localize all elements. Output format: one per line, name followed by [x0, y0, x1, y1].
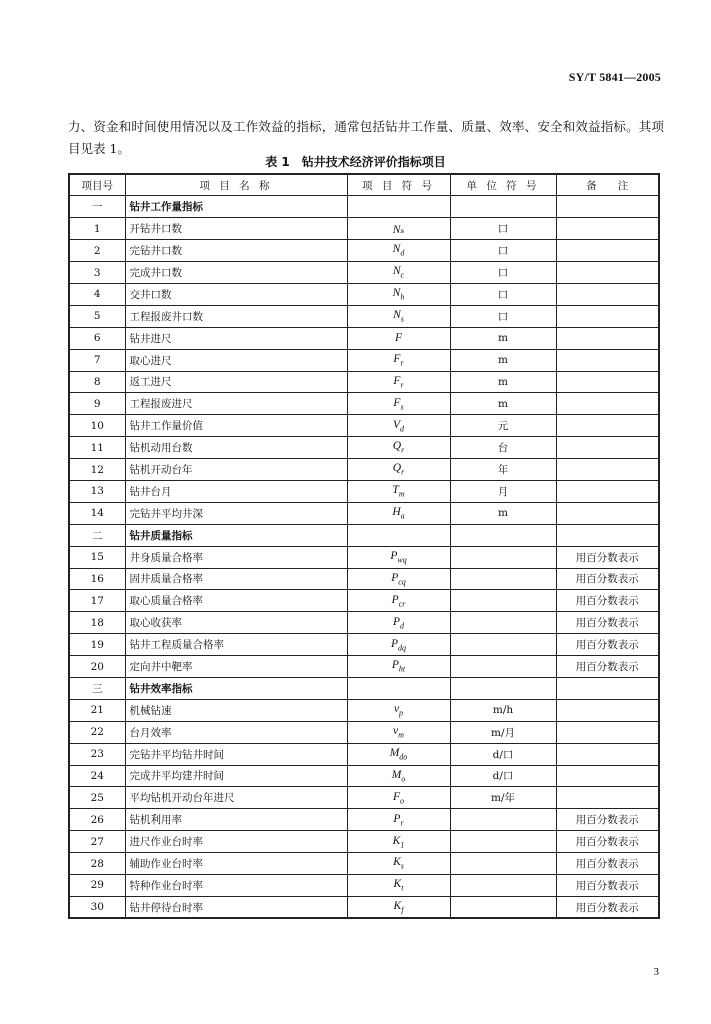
item-name-cell: 井身质量合格率 [125, 546, 347, 568]
remark-cell: 用百分数表示 [556, 612, 659, 634]
item-symbol-cell: $K_t$ [347, 875, 450, 897]
item-name-cell: 钻井工作量价值 [125, 415, 347, 437]
section-row [69, 677, 659, 699]
table-row [69, 612, 659, 634]
item-number-cell: 19 [69, 634, 125, 656]
item-number-cell: 12 [69, 459, 125, 481]
item-symbol-cell: $K_1$ [347, 831, 450, 853]
intro-paragraph: 力、资金和时间使用情况以及工作效益的指标，通常包括钻井工作量、质量、效率、安全和效益指标。其项目见表 1。 [68, 118, 664, 156]
remark-cell [556, 305, 659, 327]
item-name-cell: 固井质量合格率 [125, 568, 347, 590]
item-name-cell: 平均钻机开动台年进尺 [125, 787, 347, 809]
item-number-cell: 4 [69, 283, 125, 305]
unit-symbol-cell: m [450, 502, 556, 524]
item-name-cell: 工程报废井口数 [125, 305, 347, 327]
header-remarks: 备 注 [556, 174, 659, 196]
remark-cell [556, 283, 659, 305]
item-symbol-cell: $H_a$ [347, 502, 450, 524]
item-symbol-cell: Nₛ [347, 218, 450, 240]
item-symbol-cell: $P_{dq}$ [347, 634, 450, 656]
table-title: 表 1 钻井技术经济评价指标项目 [265, 155, 446, 169]
remark-cell [556, 721, 659, 743]
remark-cell [556, 765, 659, 787]
unit-symbol-cell: 口 [450, 240, 556, 262]
unit-symbol-cell [450, 524, 556, 546]
unit-symbol-cell: 口 [450, 305, 556, 327]
item-number-cell: 8 [69, 371, 125, 393]
item-number-cell: 26 [69, 809, 125, 831]
remark-cell [556, 437, 659, 459]
unit-symbol-cell [450, 809, 556, 831]
remark-cell: 用百分数表示 [556, 853, 659, 875]
item-number-cell: 10 [69, 415, 125, 437]
unit-symbol-cell [450, 568, 556, 590]
remark-cell [556, 480, 659, 502]
item-number-cell: 27 [69, 831, 125, 853]
item-number-cell: 18 [69, 612, 125, 634]
remark-cell: 用百分数表示 [556, 590, 659, 612]
item-number-cell: 一 [69, 196, 125, 218]
item-name-cell: 完钻井口数 [125, 240, 347, 262]
item-symbol-cell: $V_d$ [347, 415, 450, 437]
item-symbol-cell: $v_p$ [347, 699, 450, 721]
remark-cell: 用百分数表示 [556, 809, 659, 831]
remark-cell [556, 699, 659, 721]
table-row [69, 875, 659, 897]
item-number-cell: 二 [69, 524, 125, 546]
table-row [69, 743, 659, 765]
item-number-cell: 16 [69, 568, 125, 590]
item-number-cell: 1 [69, 218, 125, 240]
table-row [69, 568, 659, 590]
item-name-cell: 特种作业台时率 [125, 875, 347, 897]
item-symbol-cell: $F_r$ [347, 371, 450, 393]
table-row [69, 240, 659, 262]
item-name-cell: 取心收获率 [125, 612, 347, 634]
unit-symbol-cell: m [450, 327, 556, 349]
item-name-cell: 钻机利用率 [125, 809, 347, 831]
unit-symbol-cell [450, 875, 556, 897]
item-symbol-cell: $N_h$ [347, 283, 450, 305]
item-symbol-cell: $P_r$ [347, 809, 450, 831]
table-row [69, 634, 659, 656]
item-name-cell: 钻井质量指标 [125, 524, 347, 546]
header-item-name: 项 目 名 称 [125, 174, 347, 196]
unit-symbol-cell [450, 896, 556, 918]
table-row [69, 787, 659, 809]
remark-cell: 用百分数表示 [556, 546, 659, 568]
item-symbol-cell [347, 524, 450, 546]
table-row [69, 262, 659, 284]
item-number-cell: 25 [69, 787, 125, 809]
unit-symbol-cell: 台 [450, 437, 556, 459]
item-name-cell: 机械钻速 [125, 699, 347, 721]
item-name-cell: 工程报废进尺 [125, 393, 347, 415]
table-row [69, 480, 659, 502]
item-name-cell: 取心进尺 [125, 349, 347, 371]
unit-symbol-cell [450, 546, 556, 568]
table-row [69, 327, 659, 349]
item-symbol-cell: $v_m$ [347, 721, 450, 743]
remark-cell [556, 415, 659, 437]
item-symbol-cell: $P_{cr}$ [347, 590, 450, 612]
item-name-cell: 台月效率 [125, 721, 347, 743]
item-name-cell: 开钻井口数 [125, 218, 347, 240]
table-row [69, 656, 659, 678]
item-name-cell: 钻井工作量指标 [125, 196, 347, 218]
remark-cell: 用百分数表示 [556, 875, 659, 897]
unit-symbol-cell: 口 [450, 283, 556, 305]
remark-cell: 用百分数表示 [556, 568, 659, 590]
item-symbol-cell: $F_o$ [347, 787, 450, 809]
item-symbol-cell: $P_d$ [347, 612, 450, 634]
item-name-cell: 取心质量合格率 [125, 590, 347, 612]
item-symbol-cell: $Q_r$ [347, 459, 450, 481]
unit-symbol-cell [450, 634, 556, 656]
remark-cell [556, 262, 659, 284]
item-name-cell: 完钻井平均钻井时间 [125, 743, 347, 765]
item-symbol-cell: $Q_r$ [347, 437, 450, 459]
unit-symbol-cell: m/月 [450, 721, 556, 743]
table-row [69, 415, 659, 437]
item-number-cell: 21 [69, 699, 125, 721]
item-number-cell: 6 [69, 327, 125, 349]
item-number-cell: 23 [69, 743, 125, 765]
item-name-cell: 钻井效率指标 [125, 677, 347, 699]
standard-code: SY/T 5841—2005 [568, 70, 661, 84]
item-number-cell: 3 [69, 262, 125, 284]
unit-symbol-cell: m/h [450, 699, 556, 721]
remark-cell [556, 240, 659, 262]
unit-symbol-cell [450, 612, 556, 634]
item-symbol-cell: $T_m$ [347, 480, 450, 502]
table-row [69, 218, 659, 240]
item-number-cell: 三 [69, 677, 125, 699]
item-number-cell: 11 [69, 437, 125, 459]
item-symbol-cell: $M_o$ [347, 765, 450, 787]
unit-symbol-cell: 月 [450, 480, 556, 502]
table-row [69, 721, 659, 743]
remark-cell [556, 196, 659, 218]
item-name-cell: 钻机动用台数 [125, 437, 347, 459]
unit-symbol-cell [450, 677, 556, 699]
remark-cell [556, 218, 659, 240]
item-number-cell: 13 [69, 480, 125, 502]
item-number-cell: 5 [69, 305, 125, 327]
item-name-cell: 钻井台月 [125, 480, 347, 502]
table-row [69, 437, 659, 459]
unit-symbol-cell: 年 [450, 459, 556, 481]
item-number-cell: 9 [69, 393, 125, 415]
remark-cell [556, 743, 659, 765]
unit-symbol-cell [450, 196, 556, 218]
unit-symbol-cell: 元 [450, 415, 556, 437]
unit-symbol-cell: m [450, 371, 556, 393]
remark-cell: 用百分数表示 [556, 831, 659, 853]
item-symbol-cell: $N_s$ [347, 305, 450, 327]
item-number-cell: 2 [69, 240, 125, 262]
item-symbol-cell: $P_{wq}$ [347, 546, 450, 568]
item-number-cell: 28 [69, 853, 125, 875]
table-row [69, 283, 659, 305]
table-row [69, 896, 659, 918]
unit-symbol-cell [450, 831, 556, 853]
remark-cell: 用百分数表示 [556, 634, 659, 656]
table-row [69, 831, 659, 853]
item-name-cell: 辅助作业台时率 [125, 853, 347, 875]
unit-symbol-cell: d/口 [450, 743, 556, 765]
table-row [69, 305, 659, 327]
remark-cell [556, 349, 659, 371]
table-row [69, 349, 659, 371]
item-number-cell: 20 [69, 656, 125, 678]
item-symbol-cell [347, 196, 450, 218]
table-row [69, 371, 659, 393]
table-row [69, 459, 659, 481]
item-number-cell: 22 [69, 721, 125, 743]
remark-cell [556, 524, 659, 546]
item-number-cell: 15 [69, 546, 125, 568]
table-row [69, 699, 659, 721]
item-name-cell: 完成井平均建井时间 [125, 765, 347, 787]
item-symbol-cell: $P_{cq}$ [347, 568, 450, 590]
remark-cell [556, 787, 659, 809]
item-symbol-cell: $N_c$ [347, 262, 450, 284]
item-number-cell: 7 [69, 349, 125, 371]
header-item-no: 项目号 [69, 174, 125, 196]
item-number-cell: 14 [69, 502, 125, 524]
item-name-cell: 完成井口数 [125, 262, 347, 284]
page-number: 3 [653, 966, 659, 978]
item-number-cell: 30 [69, 896, 125, 918]
remark-cell [556, 677, 659, 699]
unit-symbol-cell: m/年 [450, 787, 556, 809]
section-row [69, 524, 659, 546]
remark-cell: 用百分数表示 [556, 656, 659, 678]
unit-symbol-cell [450, 590, 556, 612]
table-row [69, 546, 659, 568]
remark-cell [556, 502, 659, 524]
item-symbol-cell: F [347, 327, 450, 349]
item-symbol-cell: $N_d$ [347, 240, 450, 262]
item-symbol-cell: $F_s$ [347, 393, 450, 415]
item-symbol-cell: $K_f$ [347, 896, 450, 918]
table-row [69, 590, 659, 612]
unit-symbol-cell [450, 656, 556, 678]
remark-cell: 用百分数表示 [556, 896, 659, 918]
item-name-cell: 定向井中靶率 [125, 656, 347, 678]
item-number-cell: 29 [69, 875, 125, 897]
table-row [69, 502, 659, 524]
remark-cell [556, 459, 659, 481]
unit-symbol-cell: 口 [450, 262, 556, 284]
table-row [69, 809, 659, 831]
remark-cell [556, 393, 659, 415]
item-symbol-cell [347, 677, 450, 699]
table-row [69, 853, 659, 875]
table-row [69, 393, 659, 415]
remark-cell [556, 327, 659, 349]
header-item-symbol: 项 目 符 号 [347, 174, 450, 196]
item-name-cell: 进尺作业台时率 [125, 831, 347, 853]
table-row [69, 765, 659, 787]
unit-symbol-cell: m [450, 349, 556, 371]
unit-symbol-cell [450, 853, 556, 875]
remark-cell [556, 371, 659, 393]
item-number-cell: 24 [69, 765, 125, 787]
item-name-cell: 返工进尺 [125, 371, 347, 393]
item-name-cell: 钻井停待台时率 [125, 896, 347, 918]
section-row [69, 196, 659, 218]
item-number-cell: 17 [69, 590, 125, 612]
item-symbol-cell: $P_{ht}$ [347, 656, 450, 678]
item-name-cell: 钻井进尺 [125, 327, 347, 349]
unit-symbol-cell: m [450, 393, 556, 415]
indicator-table [68, 173, 660, 919]
unit-symbol-cell: 口 [450, 218, 556, 240]
table-header-row [69, 174, 659, 196]
item-symbol-cell: $K_s$ [347, 853, 450, 875]
header-unit-symbol: 单 位 符 号 [450, 174, 556, 196]
item-name-cell: 钻井工程质量合格率 [125, 634, 347, 656]
item-name-cell: 钻机开动台年 [125, 459, 347, 481]
item-symbol-cell: $F_r$ [347, 349, 450, 371]
item-name-cell: 完钻井平均井深 [125, 502, 347, 524]
unit-symbol-cell: d/口 [450, 765, 556, 787]
item-symbol-cell: $M_{do}$ [347, 743, 450, 765]
item-name-cell: 交井口数 [125, 283, 347, 305]
